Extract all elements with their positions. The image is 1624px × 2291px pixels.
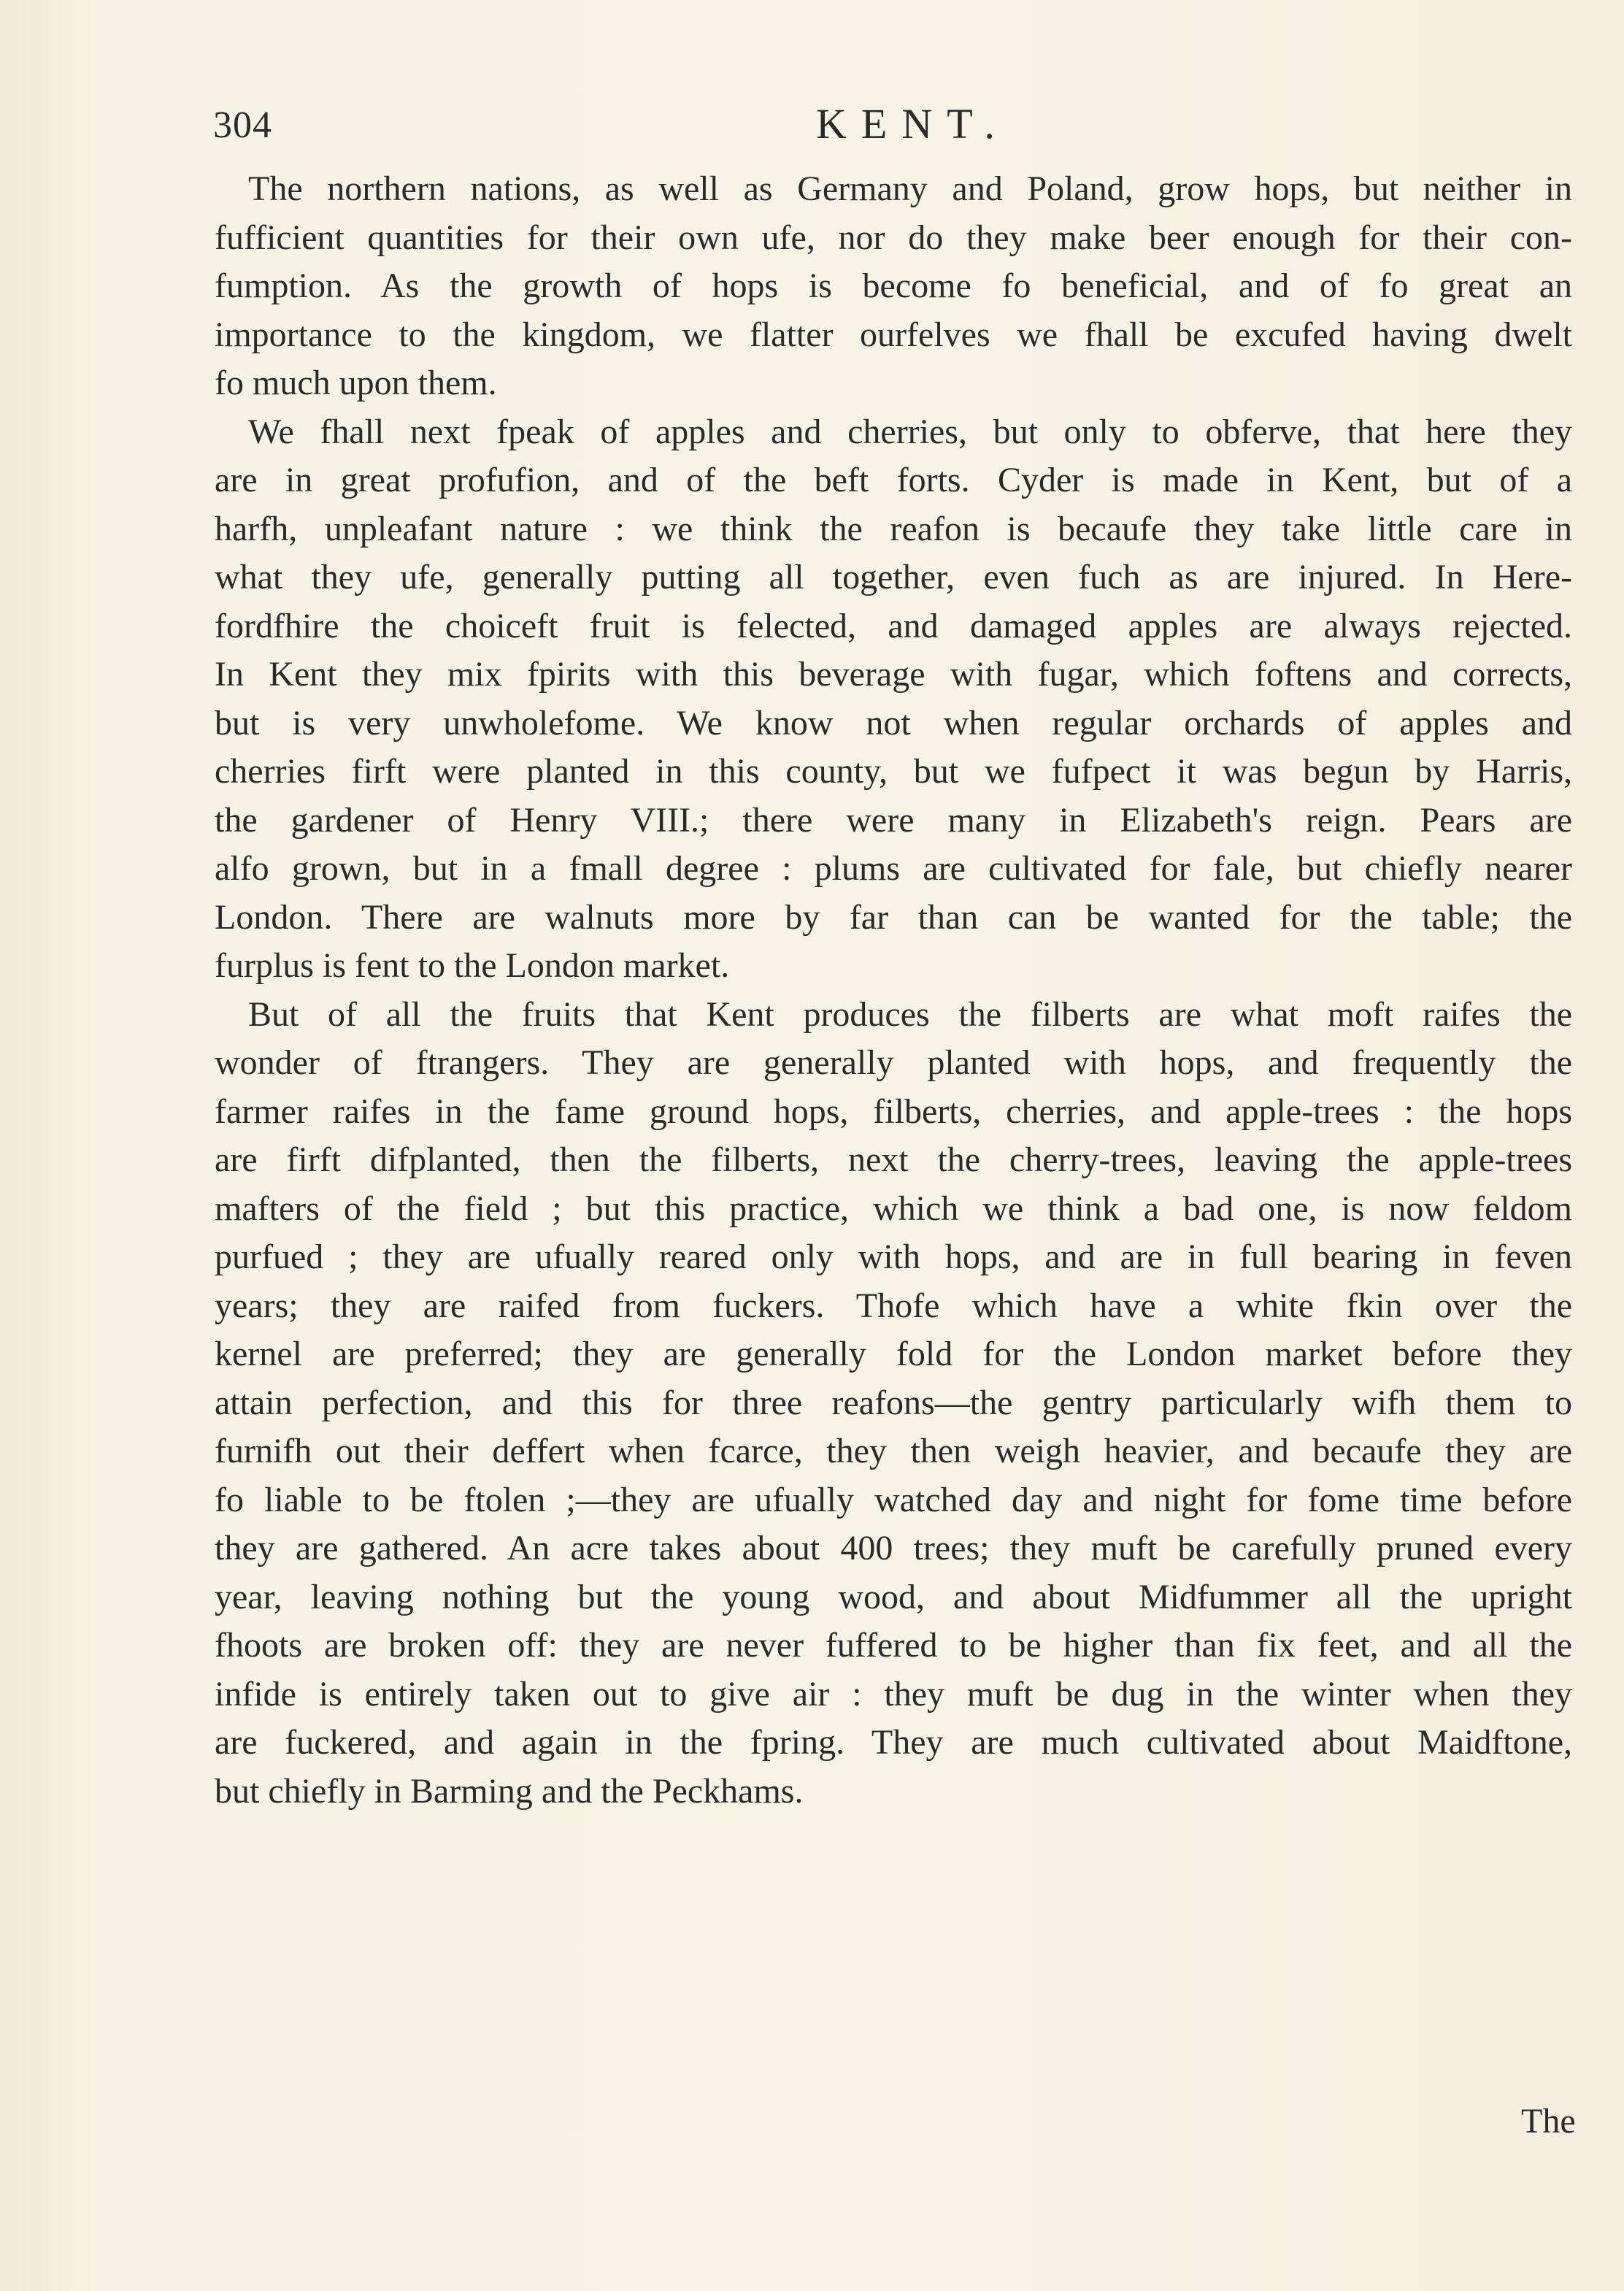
text-line: fumption. As the growth of hops is become fo beneficial, and of fo great an	[215, 266, 1572, 305]
text-line: infide is entirely taken out to give air : they muft be dug in the winter when they	[215, 1674, 1572, 1714]
text-line: purfued ; they are ufually reared only with hops, and are in full bearing in feven	[215, 1237, 1572, 1276]
text-line: are in great profufion, and of the beft forts. Cyder is made in Kent, but of a	[215, 461, 1572, 499]
text-line: farmer raifes in the fame ground hops, filberts, cherries, and apple-trees : the hops	[215, 1091, 1572, 1131]
paragraph	[215, 408, 1572, 991]
text-line: attain perfection, and this for three reafons—the gentry particularly wifh them to	[215, 1383, 1572, 1422]
body-text	[215, 165, 1572, 1816]
text-line: But of all the fruits that Kent produces the filberts are what moft raifes the	[248, 994, 1572, 1034]
text-line: but is very unwholefome. We know not when regular orchards of apples and	[215, 703, 1572, 742]
text-line: cherries firft were planted in this county, but we fufpect it was begun by Harris,	[215, 752, 1572, 791]
text-line: importance to the kingdom, we flatter ourfelves we fhall be excufed having dwelt	[215, 315, 1572, 354]
text-line: fo much upon them.	[215, 364, 497, 402]
text-line: The northern nations, as well as Germany and Poland, grow hops, but neither in	[248, 169, 1572, 208]
text-line: harfh, unpleafant nature : we think the reafon is becaufe they take little care in	[215, 509, 1572, 548]
text-line: fufficient quantities for their own ufe, nor do they make beer enough for their con-	[215, 218, 1572, 257]
text-line: are firft difplanted, then the filberts, next the cherry-trees, leaving the apple-trees	[215, 1140, 1572, 1179]
text-line: the gardener of Henry VIII.; there were many in Elizabeth's reign. Pears are	[215, 800, 1572, 840]
text-line: furplus is fent to the London market.	[215, 946, 730, 985]
text-line: kernel are preferred; they are generally fold for the London market before they	[215, 1335, 1572, 1373]
paragraph	[215, 991, 1572, 1816]
text-line: In Kent they mix fpirits with this beverage with fugar, which foftens and corrects,	[215, 655, 1572, 694]
text-line: but chiefly in Barming and the Peckhams.	[215, 1771, 804, 1811]
text-line: fo liable to be ftolen ;—they are ufually watched day and night for fome time before	[215, 1480, 1572, 1519]
text-line: London. There are walnuts more by far than can be wanted for the table; the	[215, 897, 1572, 937]
text-line: fordfhire the choiceft fruit is felected, and damaged apples are always rejected.	[215, 606, 1572, 645]
text-line: year, leaving nothing but the young wood, and about Midfummer all the upright	[215, 1577, 1572, 1616]
paragraph	[215, 165, 1572, 408]
text-line: fhoots are broken off: they are never fuffered to be higher than fix feet, and all the	[215, 1626, 1572, 1665]
text-line: they are gathered. An acre takes about 400 trees; they muft be carefully pruned every	[215, 1529, 1572, 1567]
text-line: years; they are raifed from fuckers. Thofe which have a white fkin over the	[215, 1286, 1572, 1325]
running-title: KENT.	[816, 100, 1009, 147]
text-line: wonder of ftrangers. They are generally planted with hops, and frequently the	[215, 1043, 1572, 1082]
text-line: mafters of the field ; but this practice, which we think a bad one, is now feldom	[215, 1189, 1572, 1228]
text-line: what they ufe, generally putting all together, even fuch as are injured. In Here-	[215, 558, 1572, 596]
text-line: We fhall next fpeak of apples and cherries, but only to obferve, that here they	[248, 412, 1572, 451]
text-line: alfo grown, but in a fmall degree : plums are cultivated for fale, but chiefly nearer	[215, 849, 1572, 888]
page-number: 304	[213, 104, 272, 146]
text-line: furnifh out their deffert when fcarce, they then weigh heavier, and becaufe they are	[215, 1432, 1572, 1470]
catchword: The	[1521, 2102, 1576, 2141]
text-line: are fuckered, and again in the fpring. They are much cultivated about Maidftone,	[215, 1723, 1572, 1762]
